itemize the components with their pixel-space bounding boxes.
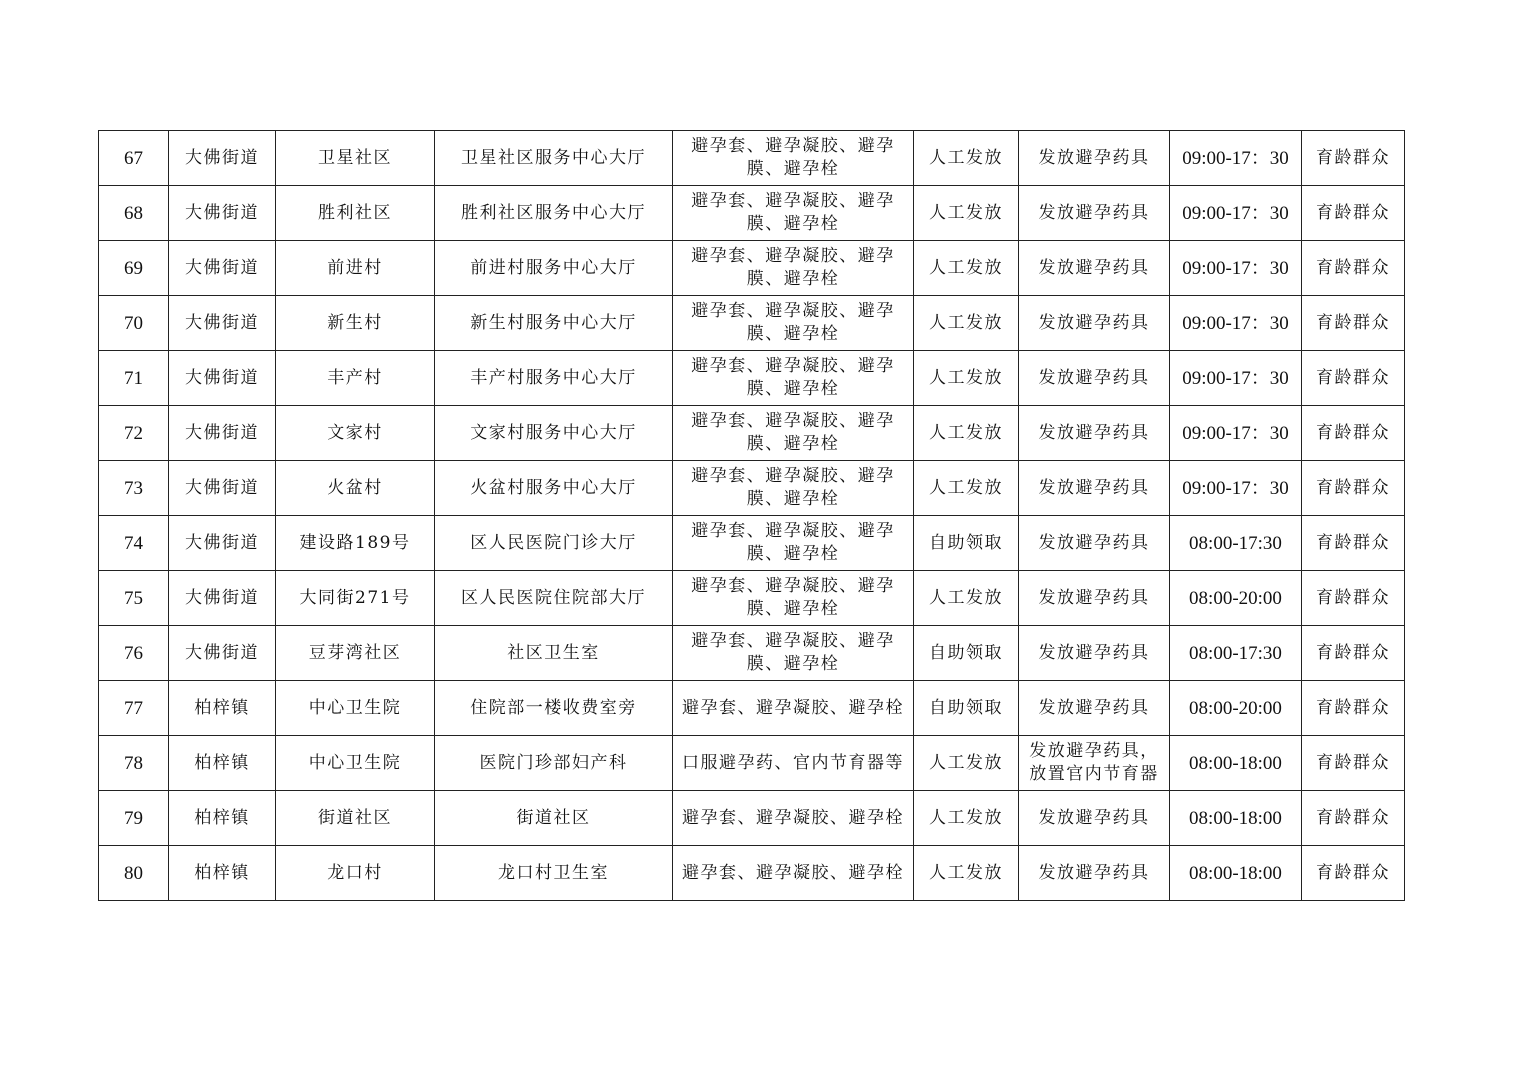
cell-number: 71 xyxy=(99,351,169,406)
cell-place: 住院部一楼收费室旁 xyxy=(435,681,673,736)
cell-number: 67 xyxy=(99,131,169,186)
cell-location: 文家村 xyxy=(276,406,435,461)
cell-number: 78 xyxy=(99,736,169,791)
cell-street: 大佛街道 xyxy=(169,351,276,406)
cell-location: 新生村 xyxy=(276,296,435,351)
cell-target: 育龄群众 xyxy=(1302,736,1405,791)
cell-items: 避孕套、避孕凝胶、避孕膜、避孕栓 xyxy=(673,461,914,516)
cell-street: 大佛街道 xyxy=(169,296,276,351)
cell-place: 卫星社区服务中心大厅 xyxy=(435,131,673,186)
distribution-points-table xyxy=(98,130,1405,901)
cell-location: 中心卫生院 xyxy=(276,736,435,791)
cell-time: 09:00-17：30 xyxy=(1170,461,1302,516)
cell-location: 卫星社区 xyxy=(276,131,435,186)
cell-number: 70 xyxy=(99,296,169,351)
cell-target: 育龄群众 xyxy=(1302,186,1405,241)
cell-method: 自助领取 xyxy=(914,681,1019,736)
cell-target: 育龄群众 xyxy=(1302,681,1405,736)
cell-street: 大佛街道 xyxy=(169,406,276,461)
cell-place: 街道社区 xyxy=(435,791,673,846)
cell-method: 人工发放 xyxy=(914,351,1019,406)
cell-items: 避孕套、避孕凝胶、避孕膜、避孕栓 xyxy=(673,241,914,296)
cell-service: 发放避孕药具 xyxy=(1019,681,1170,736)
cell-time: 08:00-17:30 xyxy=(1170,626,1302,681)
cell-location: 大同街271号 xyxy=(276,571,435,626)
cell-street: 柏梓镇 xyxy=(169,736,276,791)
cell-place: 丰产村服务中心大厅 xyxy=(435,351,673,406)
cell-service: 发放避孕药具 xyxy=(1019,186,1170,241)
cell-method: 自助领取 xyxy=(914,626,1019,681)
cell-time: 09:00-17：30 xyxy=(1170,186,1302,241)
cell-target: 育龄群众 xyxy=(1302,131,1405,186)
cell-method: 人工发放 xyxy=(914,241,1019,296)
table-row xyxy=(99,791,1405,846)
cell-target: 育龄群众 xyxy=(1302,461,1405,516)
cell-place: 胜利社区服务中心大厅 xyxy=(435,186,673,241)
cell-service: 发放避孕药具 xyxy=(1019,296,1170,351)
cell-service: 发放避孕药具 xyxy=(1019,241,1170,296)
cell-street: 柏梓镇 xyxy=(169,846,276,901)
cell-time: 08:00-20:00 xyxy=(1170,571,1302,626)
cell-items: 避孕套、避孕凝胶、避孕膜、避孕栓 xyxy=(673,406,914,461)
cell-method: 人工发放 xyxy=(914,406,1019,461)
cell-items: 避孕套、避孕凝胶、避孕栓 xyxy=(673,791,914,846)
cell-method: 人工发放 xyxy=(914,846,1019,901)
table-row xyxy=(99,186,1405,241)
cell-target: 育龄群众 xyxy=(1302,846,1405,901)
table-row xyxy=(99,296,1405,351)
cell-method: 人工发放 xyxy=(914,296,1019,351)
cell-time: 08:00-17:30 xyxy=(1170,516,1302,571)
table-row xyxy=(99,736,1405,791)
cell-number: 76 xyxy=(99,626,169,681)
cell-location: 前进村 xyxy=(276,241,435,296)
cell-service: 发放避孕药具 xyxy=(1019,131,1170,186)
table-row xyxy=(99,351,1405,406)
cell-time: 08:00-20:00 xyxy=(1170,681,1302,736)
cell-service: 发放避孕药具 xyxy=(1019,626,1170,681)
cell-number: 72 xyxy=(99,406,169,461)
cell-place: 医院门珍部妇产科 xyxy=(435,736,673,791)
cell-service: 发放避孕药具，放置官内节育器 xyxy=(1019,736,1170,791)
cell-service: 发放避孕药具 xyxy=(1019,516,1170,571)
cell-street: 大佛街道 xyxy=(169,571,276,626)
cell-number: 68 xyxy=(99,186,169,241)
cell-time: 09:00-17：30 xyxy=(1170,131,1302,186)
cell-items: 避孕套、避孕凝胶、避孕栓 xyxy=(673,846,914,901)
cell-service: 发放避孕药具 xyxy=(1019,791,1170,846)
cell-items: 避孕套、避孕凝胶、避孕膜、避孕栓 xyxy=(673,186,914,241)
cell-items: 避孕套、避孕凝胶、避孕膜、避孕栓 xyxy=(673,296,914,351)
cell-time: 09:00-17：30 xyxy=(1170,241,1302,296)
table-row xyxy=(99,461,1405,516)
cell-target: 育龄群众 xyxy=(1302,296,1405,351)
cell-number: 75 xyxy=(99,571,169,626)
table-row xyxy=(99,626,1405,681)
cell-items: 口服避孕药、官内节育器等 xyxy=(673,736,914,791)
cell-place: 前进村服务中心大厅 xyxy=(435,241,673,296)
cell-time: 09:00-17：30 xyxy=(1170,406,1302,461)
cell-street: 大佛街道 xyxy=(169,626,276,681)
table-row xyxy=(99,241,1405,296)
cell-number: 69 xyxy=(99,241,169,296)
table-row xyxy=(99,681,1405,736)
cell-items: 避孕套、避孕凝胶、避孕膜、避孕栓 xyxy=(673,516,914,571)
cell-items: 避孕套、避孕凝胶、避孕膜、避孕栓 xyxy=(673,351,914,406)
cell-street: 大佛街道 xyxy=(169,131,276,186)
cell-street: 大佛街道 xyxy=(169,461,276,516)
cell-street: 大佛街道 xyxy=(169,516,276,571)
cell-street: 大佛街道 xyxy=(169,186,276,241)
cell-place: 区人民医院住院部大厅 xyxy=(435,571,673,626)
cell-number: 73 xyxy=(99,461,169,516)
cell-service: 发放避孕药具 xyxy=(1019,406,1170,461)
cell-location: 建设路189号 xyxy=(276,516,435,571)
cell-service: 发放避孕药具 xyxy=(1019,351,1170,406)
cell-location: 街道社区 xyxy=(276,791,435,846)
cell-location: 胜利社区 xyxy=(276,186,435,241)
cell-time: 09:00-17：30 xyxy=(1170,296,1302,351)
cell-method: 人工发放 xyxy=(914,791,1019,846)
cell-place: 区人民医院门诊大厅 xyxy=(435,516,673,571)
cell-number: 79 xyxy=(99,791,169,846)
table-row xyxy=(99,516,1405,571)
cell-target: 育龄群众 xyxy=(1302,791,1405,846)
cell-service: 发放避孕药具 xyxy=(1019,461,1170,516)
cell-place: 社区卫生室 xyxy=(435,626,673,681)
cell-target: 育龄群众 xyxy=(1302,626,1405,681)
cell-service: 发放避孕药具 xyxy=(1019,846,1170,901)
cell-service: 发放避孕药具 xyxy=(1019,571,1170,626)
table-row xyxy=(99,131,1405,186)
cell-time: 09:00-17：30 xyxy=(1170,351,1302,406)
table-body xyxy=(99,131,1405,901)
cell-time: 08:00-18:00 xyxy=(1170,846,1302,901)
cell-items: 避孕套、避孕凝胶、避孕膜、避孕栓 xyxy=(673,571,914,626)
cell-time: 08:00-18:00 xyxy=(1170,791,1302,846)
cell-method: 人工发放 xyxy=(914,736,1019,791)
cell-method: 人工发放 xyxy=(914,186,1019,241)
cell-street: 柏梓镇 xyxy=(169,681,276,736)
table-row xyxy=(99,406,1405,461)
cell-items: 避孕套、避孕凝胶、避孕膜、避孕栓 xyxy=(673,131,914,186)
table-row xyxy=(99,846,1405,901)
cell-number: 74 xyxy=(99,516,169,571)
cell-items: 避孕套、避孕凝胶、避孕膜、避孕栓 xyxy=(673,626,914,681)
cell-place: 龙口村卫生室 xyxy=(435,846,673,901)
cell-target: 育龄群众 xyxy=(1302,516,1405,571)
cell-location: 中心卫生院 xyxy=(276,681,435,736)
cell-location: 豆芽湾社区 xyxy=(276,626,435,681)
cell-method: 人工发放 xyxy=(914,461,1019,516)
cell-street: 柏梓镇 xyxy=(169,791,276,846)
cell-method: 人工发放 xyxy=(914,131,1019,186)
cell-street: 大佛街道 xyxy=(169,241,276,296)
cell-target: 育龄群众 xyxy=(1302,406,1405,461)
cell-location: 丰产村 xyxy=(276,351,435,406)
cell-number: 77 xyxy=(99,681,169,736)
cell-place: 文家村服务中心大厅 xyxy=(435,406,673,461)
cell-items: 避孕套、避孕凝胶、避孕栓 xyxy=(673,681,914,736)
cell-method: 人工发放 xyxy=(914,571,1019,626)
cell-number: 80 xyxy=(99,846,169,901)
cell-target: 育龄群众 xyxy=(1302,351,1405,406)
table-row xyxy=(99,571,1405,626)
cell-target: 育龄群众 xyxy=(1302,241,1405,296)
cell-time: 08:00-18:00 xyxy=(1170,736,1302,791)
cell-location: 火盆村 xyxy=(276,461,435,516)
cell-location: 龙口村 xyxy=(276,846,435,901)
cell-place: 新生村服务中心大厅 xyxy=(435,296,673,351)
cell-method: 自助领取 xyxy=(914,516,1019,571)
cell-place: 火盆村服务中心大厅 xyxy=(435,461,673,516)
cell-target: 育龄群众 xyxy=(1302,571,1405,626)
